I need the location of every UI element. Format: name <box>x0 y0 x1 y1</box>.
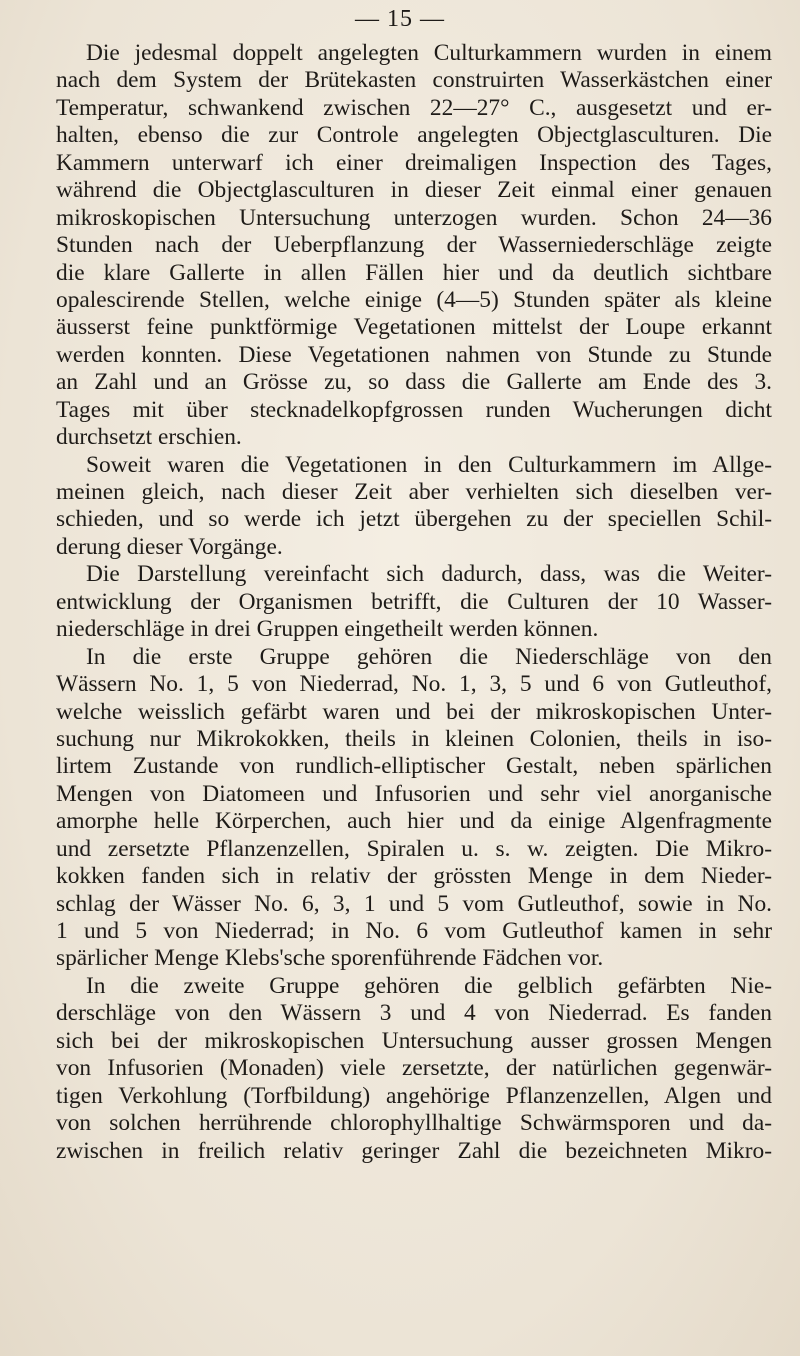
text-line: Die jedesmal doppelt angelegten Culturkammern wurden in einem <box>86 40 772 66</box>
text-line: In die erste Gruppe gehören die Niederschläge von den <box>86 643 772 670</box>
text-line: Kammern unterwarf ich einer dreimaligen Inspection des Tages, <box>56 149 772 176</box>
text-line: die klare Gallerte in allen Fällen hier und da deutlich sichtbare <box>56 259 772 286</box>
text-line: lirtem Zustande von rundlich-elliptischer Gestalt, neben spärlichen <box>56 753 772 780</box>
text-line: entwicklung der Organismen betrifft, die Culturen der 10 Wasser- <box>56 588 772 615</box>
text-line: tigen Verkohlung (Torfbildung) angehörige Pflanzenzellen, Algen und <box>56 1082 772 1109</box>
text-line: niederschläge in drei Gruppen eingetheilt werden können. <box>56 616 599 643</box>
text-line: nach dem System der Brütekasten construirten Wasserkästchen einer <box>56 67 772 94</box>
text-line: meinen gleich, nach dieser Zeit aber verhielten sich dieselben ver- <box>56 479 772 505</box>
text-line: durchsetzt erschien. <box>56 424 242 451</box>
text-line: 1 und 5 von Niederrad; in No. 6 vom Gutleuthof kamen in sehr <box>56 918 772 944</box>
text-line: Mengen von Diatomeen und Infusorien und sehr viel anorganische <box>56 780 772 807</box>
text-line: werden konnten. Diese Vegetationen nahmen von Stunde zu Stunde <box>56 341 772 368</box>
text-line: Stunden nach der Ueberpflanzung der Wasserniederschläge zeigte <box>56 232 772 259</box>
text-line: sich bei der mikroskopischen Untersuchung ausser grossen Mengen <box>56 1027 772 1054</box>
text-line: halten, ebenso die zur Controle angelegten Objectglasculturen. Die <box>56 122 772 149</box>
text-line: von solchen herrührende chlorophyllhaltige Schwärmsporen und da- <box>56 1110 772 1137</box>
text-line: zwischen in freilich relativ geringer Zahl die bezeichneten Mikro- <box>56 1137 772 1164</box>
body-text <box>56 40 772 1165</box>
text-line: an Zahl und an Grösse zu, so dass die Gallerte am Ende des 3. <box>56 369 772 396</box>
text-line: Die Darstellung vereinfacht sich dadurch, dass, was die Weiter- <box>86 561 772 588</box>
text-line: derung dieser Vorgänge. <box>56 533 283 560</box>
text-line: suchung nur Mikrokokken, theils in kleinen Colonien, theils in iso- <box>56 725 772 752</box>
text-line: Wässern No. 1, 5 von Niederrad, No. 1, 3, 5 und 6 von Gutleuthof, <box>56 671 772 698</box>
text-line: Temperatur, schwankend zwischen 22—27° C., ausgesetzt und er- <box>56 94 772 121</box>
text-line: spärlicher Menge Klebs'sche sporenführende Fädchen vor. <box>56 945 604 972</box>
text-line: schlag der Wässer No. 6, 3, 1 und 5 vom Gutleuthof, sowie in No. <box>56 890 772 917</box>
page-number: — 15 — <box>355 6 445 32</box>
text-line: amorphe helle Körperchen, auch hier und da einige Algenfragmente <box>56 808 772 835</box>
text-line: kokken fanden sich in relativ der grössten Menge in dem Nieder- <box>56 863 772 890</box>
text-line: schieden, und so werde ich jetzt übergehen zu der speciellen Schil- <box>56 506 772 533</box>
text-line: Tages mit über stecknadelkopfgrossen runden Wucherungen dicht <box>56 396 772 423</box>
text-line: opalescirende Stellen, welche einige (4—5) Stunden später als kleine <box>56 286 772 313</box>
text-line: äusserst feine punktförmige Vegetationen mittelst der Loupe erkannt <box>56 314 772 341</box>
text-line: während die Objectglasculturen in dieser Zeit einmal einer genauen <box>56 177 772 204</box>
text-line: Soweit waren die Vegetationen in den Culturkammern im Allge- <box>86 451 772 478</box>
text-line: In die zweite Gruppe gehören die gelblich gefärbten Nie- <box>86 972 772 999</box>
text-line: mikroskopischen Untersuchung unterzogen wurden. Schon 24—36 <box>56 204 772 231</box>
text-line: derschläge von den Wässern 3 und 4 von Niederrad. Es fanden <box>56 1000 772 1027</box>
text-line: welche weisslich gefärbt waren und bei der mikroskopischen Unter- <box>56 698 772 725</box>
text-line: von Infusorien (Monaden) viele zersetzte, der natürlichen gegenwär- <box>56 1055 772 1082</box>
text-line: und zersetzte Pflanzenzellen, Spiralen u. s. w. zeigten. Die Mikro- <box>56 835 772 862</box>
